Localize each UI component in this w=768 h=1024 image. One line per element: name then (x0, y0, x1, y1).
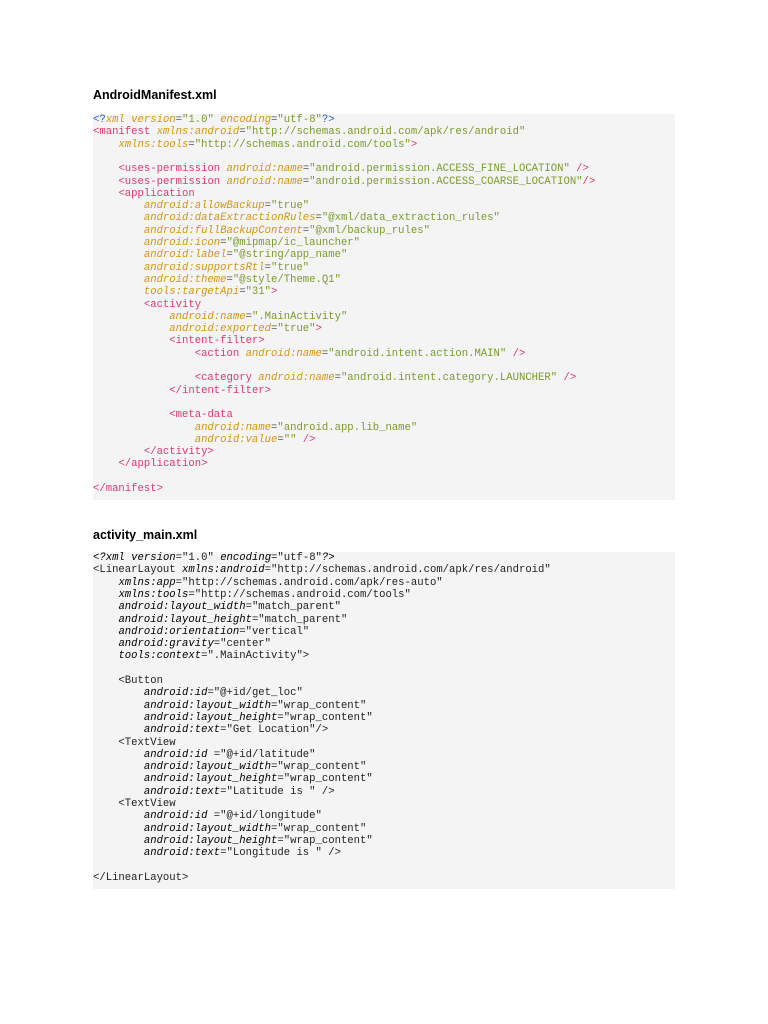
code-token: </application> (118, 458, 208, 471)
code-line (93, 589, 411, 601)
code-token: "@style/Theme.Q1" (232, 273, 341, 286)
code-line (93, 139, 417, 151)
code-token: > (410, 138, 418, 151)
code-token: xml (105, 114, 132, 126)
code-line (93, 712, 373, 724)
code-token (93, 773, 144, 785)
code-token: android:text (143, 724, 221, 737)
code-token: version (131, 114, 176, 126)
code-token: ?> (321, 114, 335, 126)
activity-main-heading: activity_main.xml (93, 528, 198, 542)
code-token: android:text (143, 785, 221, 798)
code-token: = (271, 421, 278, 434)
code-line (93, 422, 417, 434)
code-token: = (175, 114, 183, 126)
code-line (93, 458, 207, 470)
code-token: ="Get Location"/> (220, 724, 329, 737)
code-line (93, 724, 328, 736)
code-token: android:id (143, 810, 208, 823)
code-token: android:layout_height (143, 834, 278, 847)
code-token: </LinearLayout> (93, 871, 189, 884)
code-token (93, 577, 118, 589)
code-token (93, 286, 144, 298)
code-token (93, 200, 144, 212)
code-token: android:exported (169, 323, 272, 336)
code-token: "@xml/data_extraction_rules" (321, 212, 500, 225)
code-token: android:name (194, 421, 272, 434)
code-token: = (334, 372, 341, 385)
code-token: <TextView (93, 798, 176, 810)
code-token: = (188, 138, 195, 151)
code-token: "1.0" (182, 114, 214, 126)
code-token: ="center" (213, 638, 272, 651)
code-token: = (264, 200, 272, 213)
code-token: ="wrap_content" (277, 711, 373, 724)
code-token: android:name (226, 163, 303, 176)
code-token: </intent-filter> (169, 384, 272, 397)
code-line (93, 188, 195, 200)
code-line (93, 650, 309, 662)
code-line (93, 385, 271, 397)
code-token: ="vertical" (239, 625, 310, 638)
code-token: android:fullBackupContent (143, 224, 303, 237)
code-token: android:layout_width (143, 699, 272, 712)
code-token: tools:context (118, 650, 202, 663)
code-token: "@string/app_name" (232, 249, 348, 262)
code-token (93, 761, 144, 773)
code-token: android:dataExtractionRules (143, 212, 316, 225)
manifest-code-block (93, 114, 675, 500)
code-token: android:icon (143, 237, 221, 249)
code-token: "utf-8" (277, 114, 322, 126)
code-token: encoding (220, 114, 272, 126)
code-token: /> (296, 433, 316, 446)
code-line (93, 749, 316, 761)
code-token: ="http://schemas.android.com/tools" (188, 588, 411, 601)
code-line (93, 872, 188, 884)
code-token: android:layout_width (143, 761, 272, 774)
code-token (93, 458, 118, 470)
code-token: <application (118, 187, 195, 200)
code-token (93, 225, 144, 237)
code-token: = (302, 163, 310, 176)
code-token: = (245, 310, 252, 323)
code-token: /> (557, 372, 577, 385)
code-token: ="http://schemas.android.com/apk/res-auto" (175, 576, 443, 589)
code-line (93, 737, 176, 749)
code-token: <action (194, 347, 246, 360)
code-token: android:layout_width (143, 822, 272, 835)
code-line (93, 372, 576, 384)
code-token (93, 188, 118, 200)
code-token (93, 626, 118, 638)
code-line (93, 483, 163, 495)
code-token: </activity> (143, 446, 214, 459)
code-line (93, 446, 214, 458)
code-line (93, 114, 335, 126)
code-token: = (239, 286, 246, 299)
code-token: <?xml (93, 552, 132, 564)
code-token: = (302, 175, 310, 188)
code-line (93, 409, 233, 421)
code-token: ="Longitude is " /> (220, 847, 341, 860)
code-token: android:theme (143, 273, 227, 286)
code-line (93, 601, 341, 613)
code-token: <category (194, 372, 259, 385)
code-token: /> (582, 175, 596, 188)
code-token: = (271, 323, 278, 336)
code-token (93, 385, 169, 397)
code-token: ="http://schemas.android.com/apk/res/android" (264, 564, 551, 577)
code-token (93, 724, 144, 736)
code-token (93, 422, 195, 434)
code-line (93, 237, 360, 249)
code-line (93, 262, 309, 274)
code-token: "http://schemas.android.com/apk/res/android" (245, 126, 526, 139)
code-token (93, 323, 169, 335)
code-line (93, 835, 373, 847)
code-token (93, 446, 144, 458)
code-token (93, 650, 118, 662)
code-token (93, 311, 169, 323)
code-token: "@xml/backup_rules" (309, 224, 430, 237)
code-token: ="utf-8" (271, 552, 322, 564)
code-token (93, 638, 118, 650)
code-token: ="@+id/latitude" (207, 748, 316, 761)
code-line (93, 687, 303, 699)
code-token (93, 299, 144, 311)
code-token: android:supportsRtl (143, 261, 265, 274)
code-token: ="match_parent" (245, 601, 341, 614)
code-line (93, 786, 335, 798)
code-token: android:name (258, 372, 335, 385)
code-token (93, 372, 195, 384)
code-token (93, 409, 169, 421)
code-token: "android.intent.category.LAUNCHER" (340, 372, 558, 385)
code-line (93, 126, 525, 138)
code-token: android:orientation (118, 625, 240, 638)
code-token: android:layout_width (118, 601, 246, 614)
code-token: "http://schemas.android.com/tools" (194, 138, 411, 151)
code-token: "android.app.lib_name" (277, 421, 418, 434)
code-token (93, 823, 144, 835)
code-token: android:layout_height (118, 613, 252, 626)
code-line (93, 212, 500, 224)
code-line (93, 675, 163, 687)
code-token: = (321, 347, 329, 360)
code-token (93, 249, 144, 261)
code-token: "android.permission.ACCESS_COARSE_LOCATION" (309, 175, 583, 188)
code-line (93, 798, 176, 810)
code-token: xmlns:tools (118, 588, 189, 601)
code-line (93, 564, 551, 576)
code-line (93, 200, 309, 212)
activity-main-code-block (93, 552, 675, 889)
code-token: android:allowBackup (143, 200, 265, 213)
code-token: android:name (169, 310, 246, 323)
code-token (93, 810, 144, 822)
code-token: version (131, 552, 176, 564)
code-token: android:id (143, 748, 208, 761)
code-token: android:layout_height (143, 773, 278, 786)
code-token (93, 274, 144, 286)
code-token (93, 212, 144, 224)
code-token: ="@+id/get_loc" (207, 687, 303, 700)
code-token: ="Latitude is " /> (220, 785, 335, 798)
code-token: android:value (194, 433, 278, 446)
code-token: ="@+id/longitude" (207, 810, 322, 823)
code-token: android:name (245, 347, 322, 360)
code-token: </manifest> (93, 483, 163, 495)
code-token: encoding (220, 552, 272, 564)
code-line (93, 299, 201, 311)
code-token (93, 237, 144, 249)
code-token: = (239, 126, 246, 139)
code-token: "31" (245, 286, 272, 299)
code-token: "android.permission.ACCESS_FINE_LOCATION" (309, 163, 570, 176)
code-token (93, 687, 144, 699)
code-line (93, 700, 366, 712)
code-token (93, 434, 195, 446)
code-token (93, 614, 118, 626)
code-line (93, 348, 525, 360)
code-token: ="wrap_content" (277, 834, 373, 847)
code-token: "android.intent.action.MAIN" (328, 347, 507, 360)
code-token: = (226, 273, 233, 286)
code-token (93, 712, 144, 724)
code-token: = (315, 212, 322, 225)
code-token: <intent-filter> (169, 335, 265, 348)
code-token: /> (506, 347, 526, 360)
code-token: android:layout_height (143, 711, 278, 724)
code-token: android:label (143, 249, 227, 262)
code-token: android:id (143, 687, 208, 700)
code-token: = (302, 224, 310, 237)
code-token: xmlns:tools (118, 138, 189, 151)
code-token: "true" (271, 200, 310, 213)
code-token: = (277, 433, 284, 446)
code-token: <activity (143, 298, 202, 311)
code-token: = (226, 249, 233, 262)
code-line (93, 810, 322, 822)
code-token (93, 262, 144, 274)
code-line (93, 434, 316, 446)
code-token: = (264, 261, 272, 274)
code-line (93, 335, 265, 347)
code-token (93, 348, 195, 360)
code-token: = (271, 114, 278, 126)
code-token: <LinearLayout (93, 564, 183, 577)
code-token: > (271, 286, 278, 299)
code-token (93, 335, 169, 347)
code-line (93, 638, 271, 650)
code-token: <Button (93, 675, 163, 687)
code-token: xmlns:android (156, 126, 240, 139)
code-line (93, 626, 309, 638)
code-line (93, 225, 430, 237)
code-line (93, 249, 347, 261)
code-token (93, 700, 144, 712)
code-token (93, 786, 144, 798)
code-token: "@mipmap/ic_launcher" (226, 237, 361, 249)
code-token: <uses-permission (118, 163, 227, 176)
code-token: tools:targetApi (143, 286, 240, 299)
code-token (93, 589, 118, 601)
code-line (93, 286, 277, 298)
code-token (93, 749, 144, 761)
code-token: "true" (271, 261, 310, 274)
code-token: =".MainActivity"> (201, 650, 310, 663)
code-token: ="wrap_content" (277, 773, 373, 786)
code-token (93, 139, 118, 151)
code-token (93, 163, 118, 175)
code-token: ".MainActivity" (251, 310, 348, 323)
code-token: <meta-data (169, 409, 233, 422)
code-token: ="wrap_content" (271, 699, 367, 712)
code-token: ?> (321, 552, 335, 564)
code-token (93, 176, 118, 188)
code-line (93, 773, 373, 785)
code-line (93, 323, 322, 335)
code-token (93, 847, 144, 859)
code-line (93, 577, 443, 589)
code-token: ="1.0" (175, 552, 221, 564)
code-line (93, 274, 341, 286)
code-token: android:name (226, 175, 303, 188)
code-line (93, 761, 366, 773)
code-line (93, 823, 366, 835)
code-token: xmlns:android (182, 564, 265, 577)
code-line (93, 847, 341, 859)
code-token: "true" (277, 323, 316, 336)
code-token: <TextView (93, 736, 176, 749)
code-token: android:gravity (118, 638, 214, 651)
code-token: /> (569, 163, 589, 176)
code-line (93, 163, 589, 175)
code-token: ="wrap_content" (271, 761, 367, 774)
code-token: android:text (143, 847, 221, 860)
code-token: ="match_parent" (251, 613, 348, 626)
code-token: <manifest (93, 126, 157, 139)
code-token: "" (283, 433, 297, 446)
manifest-heading: AndroidManifest.xml (93, 88, 217, 102)
code-token (93, 601, 118, 613)
code-line (93, 614, 347, 626)
code-token: ="wrap_content" (271, 822, 367, 835)
code-token (93, 835, 144, 847)
code-token: > (315, 323, 322, 336)
code-token: = (220, 237, 227, 249)
code-line (93, 176, 595, 188)
code-token: <uses-permission (118, 175, 227, 188)
code-token: xmlns:app (118, 576, 176, 589)
code-token: <? (93, 114, 106, 126)
code-line (93, 552, 335, 564)
code-line (93, 311, 347, 323)
